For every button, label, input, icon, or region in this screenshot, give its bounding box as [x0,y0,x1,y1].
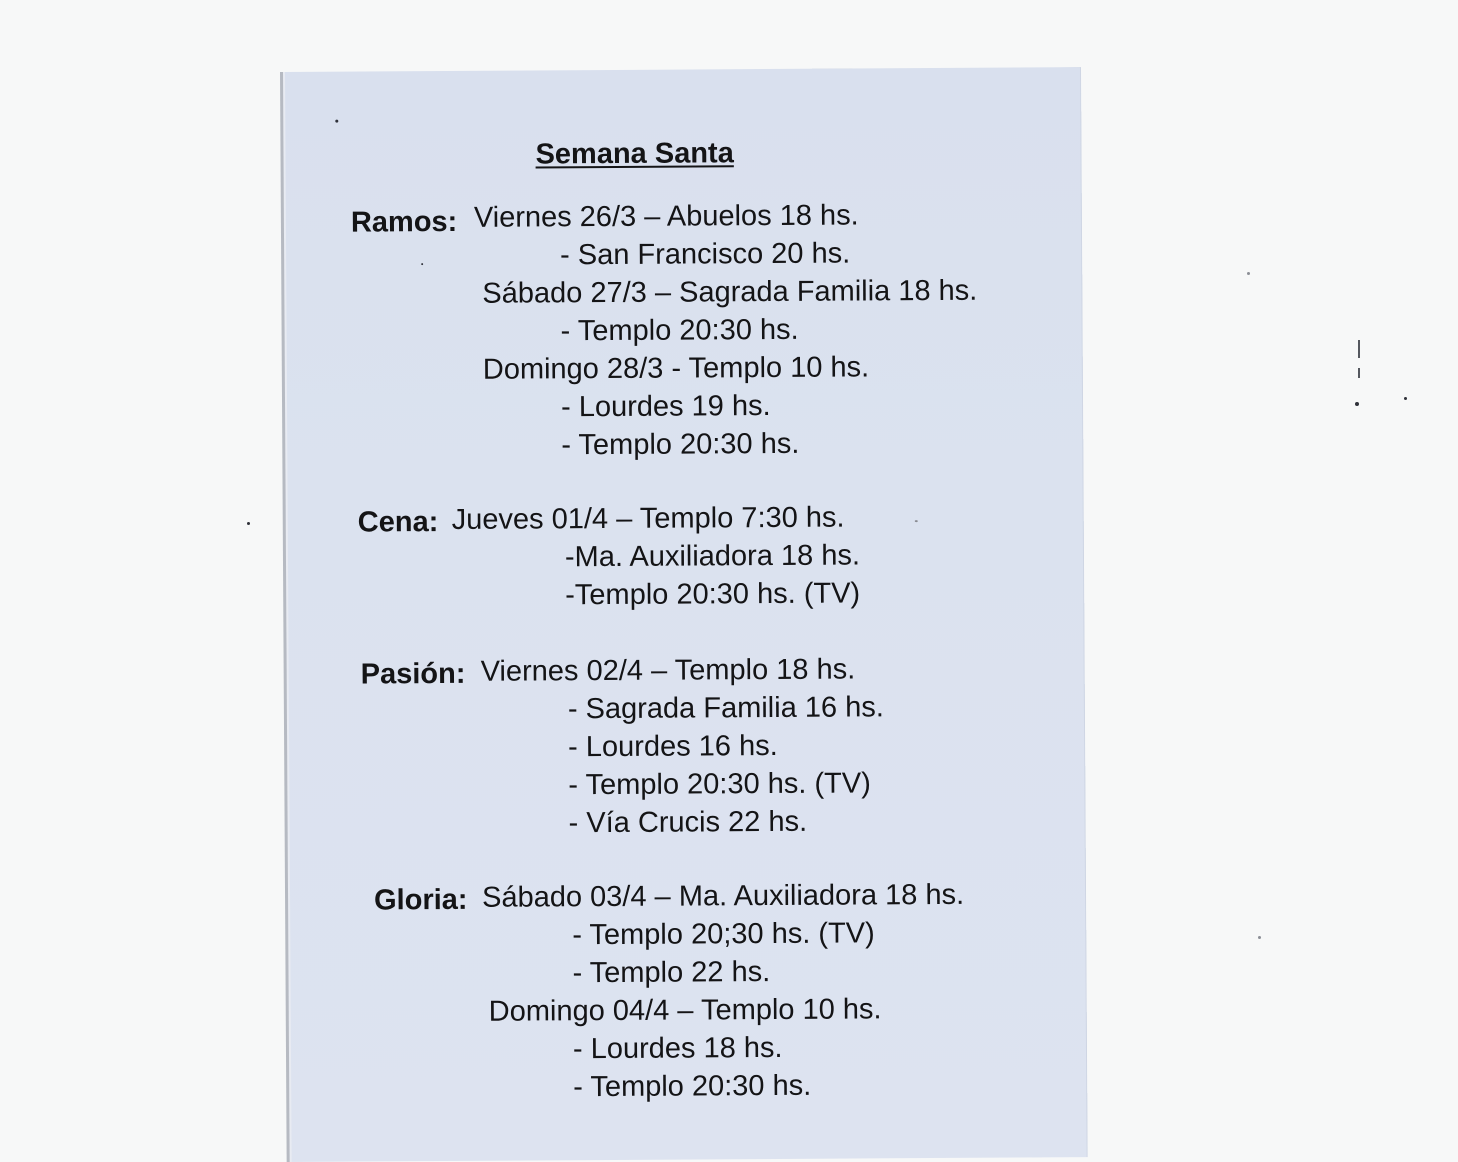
schedule-line: - Templo 22 hs. [572,956,771,990]
schedule-line: Viernes 02/4 – Templo 18 hs. [480,653,856,688]
section-label-gloria: Gloria: [373,883,468,917]
scanned-sheet [280,67,1088,1162]
scan-mark [1358,368,1360,378]
schedule-line: -Ma. Auxiliadora 18 hs. [564,539,861,574]
scan-speck [421,263,423,265]
schedule-line: - Templo 20;30 hs. (TV) [572,917,875,952]
scan-speck [1247,272,1250,275]
schedule-line: -Templo 20:30 hs. (TV) [565,577,861,612]
scan-speck [247,522,250,525]
schedule-line: - San Francisco 20 hs. [560,237,851,272]
schedule-line: - Templo 20:30 hs. [560,313,799,348]
schedule-line: - Templo 20:30 hs. [561,427,800,462]
section-label-cena: Cena: [357,506,439,539]
scan-speck [1404,397,1407,400]
schedule-line: Domingo 28/3 - Templo 10 hs. [482,351,870,386]
scan-speck [1355,402,1359,406]
scan-speck [1258,936,1261,939]
schedule-line: - Lourdes 18 hs. [572,1031,783,1066]
scan-mark [1358,340,1360,358]
schedule-line: - Lourdes 16 hs. [568,729,778,764]
schedule-line: - Vía Crucis 22 hs. [568,805,808,840]
schedule-line: - Sagrada Familia 16 hs. [567,691,884,726]
schedule-line: - Lourdes 19 hs. [560,390,771,424]
scan-speck [915,520,918,522]
schedule-line: Jueves 01/4 – Templo 7:30 hs. [451,501,845,536]
schedule-line: Sábado 27/3 – Sagrada Familia 18 hs. [482,274,978,310]
schedule-line: Viernes 26/3 – Abuelos 18 hs. [473,199,859,234]
section-label-ramos: Ramos: [350,205,458,239]
schedule-line: Sábado 03/4 – Ma. Auxiliadora 18 hs. [481,878,965,914]
document-title: Semana Santa [535,137,734,171]
scan-speck [335,120,338,123]
schedule-line: - Templo 20:30 hs. [573,1069,812,1104]
schedule-line: - Templo 20:30 hs. (TV) [568,767,871,802]
schedule-line: Domingo 04/4 – Templo 10 hs. [488,993,882,1028]
section-label-pasion: Pasión: [360,657,466,691]
